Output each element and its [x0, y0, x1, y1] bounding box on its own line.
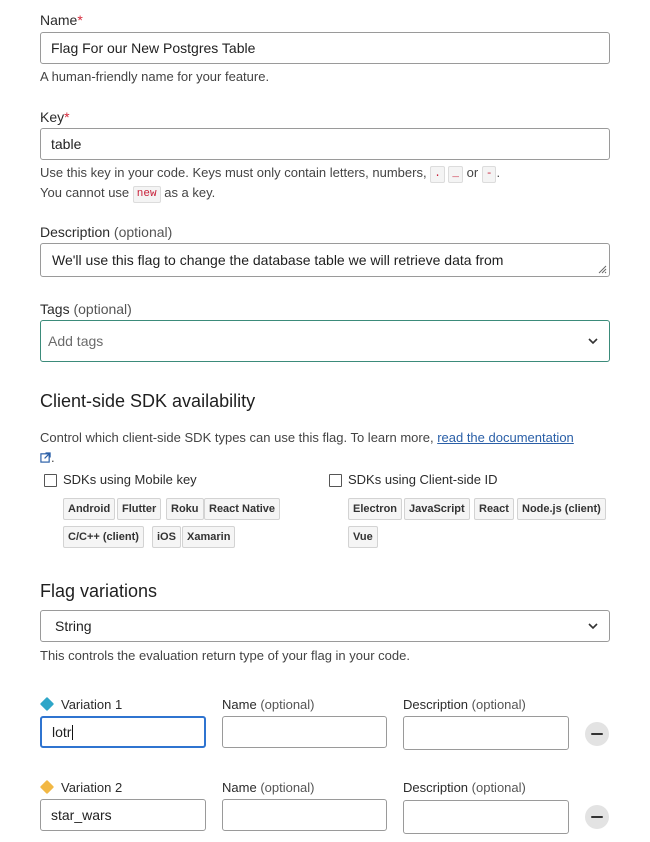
variation-1-value: lotr: [52, 724, 72, 740]
optional-tag: (optional): [113, 224, 173, 240]
variation-2-value-input[interactable]: [40, 799, 206, 831]
tags-label-text: Tags: [40, 301, 70, 317]
mobile-key-label[interactable]: SDKs using Mobile key: [63, 472, 197, 487]
description-label-text: Description: [403, 697, 469, 712]
minus-icon: [591, 733, 603, 735]
name-input-value: Flag For our New Postgres Table: [51, 40, 256, 56]
chevron-down-icon[interactable]: [587, 335, 599, 347]
key-help-2: [40, 185, 215, 203]
minus-icon: [591, 816, 603, 818]
sdk-heading: Client-side SDK availability: [40, 391, 256, 411]
optional-tag: (optional): [260, 697, 315, 712]
sdk-badge-android: Android: [63, 498, 115, 520]
key-input[interactable]: [40, 128, 610, 160]
chevron-down-icon[interactable]: [587, 620, 599, 632]
sdk-badge-react-native: React Native: [204, 498, 280, 520]
key-help2-prefix: You cannot use: [40, 185, 130, 200]
name-help: A human-friendly name for your feature.: [40, 69, 270, 84]
key-help-text: Use this key in your code. Keys must only contain letters, numbers,: [40, 165, 427, 180]
code-dot: .: [430, 166, 445, 183]
key-label-text: Key: [40, 109, 65, 125]
code-new: new: [133, 186, 161, 203]
description-value: We'll use this flag to change the database table we will retrieve data from: [52, 252, 504, 268]
tags-placeholder: Add tags: [48, 333, 104, 349]
name-label-text: Name: [222, 697, 257, 712]
optional-tag: (optional): [260, 780, 315, 795]
variation-1-name-input[interactable]: [222, 716, 387, 748]
tags-combobox[interactable]: [40, 320, 610, 362]
sdk-help-period: .: [51, 450, 55, 465]
variation-1-label: Variation 1: [61, 697, 123, 712]
code-dash: -: [482, 166, 497, 183]
key-label: [40, 109, 70, 125]
variation-2-description-label: [403, 780, 526, 795]
documentation-link[interactable]: read the documentation: [437, 430, 574, 445]
optional-tag: (optional): [471, 780, 526, 795]
optional-tag: (optional): [73, 301, 132, 317]
variation-1-description-label: [403, 697, 526, 712]
name-input[interactable]: [40, 32, 610, 64]
variation-1-value-input[interactable]: [40, 716, 206, 748]
variation-2-name-input[interactable]: [222, 799, 387, 831]
sdk-badge-electron: Electron: [348, 498, 402, 520]
remove-variation-1-button[interactable]: [585, 722, 609, 746]
required-mark: *: [77, 12, 83, 28]
sdk-help: [40, 428, 610, 468]
sdk-badge-ios: iOS: [152, 526, 181, 548]
sdk-badge-c-cpp: C/C++ (client): [63, 526, 144, 548]
resize-handle-icon[interactable]: [597, 264, 607, 274]
client-side-id-label[interactable]: SDKs using Client-side ID: [348, 472, 498, 487]
description-textarea[interactable]: [40, 243, 610, 277]
variations-heading: Flag variations: [40, 581, 158, 601]
variation-type-value: String: [55, 618, 92, 634]
variation-1-diamond-icon: [40, 697, 54, 711]
name-label: [40, 12, 83, 28]
optional-tag: (optional): [471, 697, 526, 712]
sdk-badge-roku: Roku: [166, 498, 204, 520]
client-side-id-checkbox[interactable]: [329, 474, 342, 487]
variation-2-value: star_wars: [51, 807, 112, 823]
name-label-text: Name: [222, 780, 257, 795]
sdk-badge-vue: Vue: [348, 526, 378, 548]
variation-type-select[interactable]: [40, 610, 610, 642]
variation-1-name-label: [222, 697, 315, 712]
tags-label: [40, 301, 132, 317]
key-help-or: or: [466, 165, 479, 180]
variation-2-label: Variation 2: [61, 780, 123, 795]
variations-help: This controls the evaluation return type of your flag in your code.: [40, 648, 410, 663]
sdk-help-text: Control which client-side SDK types can use this flag. To learn more,: [40, 430, 434, 445]
variation-2-name-label: [222, 780, 315, 795]
sdk-badge-xamarin: Xamarin: [182, 526, 235, 548]
key-help2-suffix: as a key.: [164, 185, 216, 200]
code-underscore: _: [448, 166, 463, 183]
sdk-badge-javascript: JavaScript: [404, 498, 470, 520]
key-input-value: table: [51, 136, 82, 152]
text-cursor: [72, 725, 73, 740]
description-label-text: Description: [40, 224, 111, 240]
required-mark: *: [64, 109, 70, 125]
mobile-key-checkbox[interactable]: [44, 474, 57, 487]
sdk-badge-react: React: [474, 498, 514, 520]
variation-2-diamond-icon: [40, 780, 54, 794]
variation-2-description-input[interactable]: [403, 800, 569, 834]
key-help: [40, 165, 500, 183]
sdk-badge-flutter: Flutter: [117, 498, 161, 520]
name-label-text: Name: [40, 12, 78, 28]
sdk-badge-nodejs-client: Node.js (client): [517, 498, 606, 520]
remove-variation-2-button[interactable]: [585, 805, 609, 829]
description-label-text: Description: [403, 780, 469, 795]
key-help-period: .: [496, 165, 501, 180]
external-link-icon[interactable]: [40, 452, 51, 463]
description-label: [40, 224, 172, 240]
variation-1-description-input[interactable]: [403, 716, 569, 750]
